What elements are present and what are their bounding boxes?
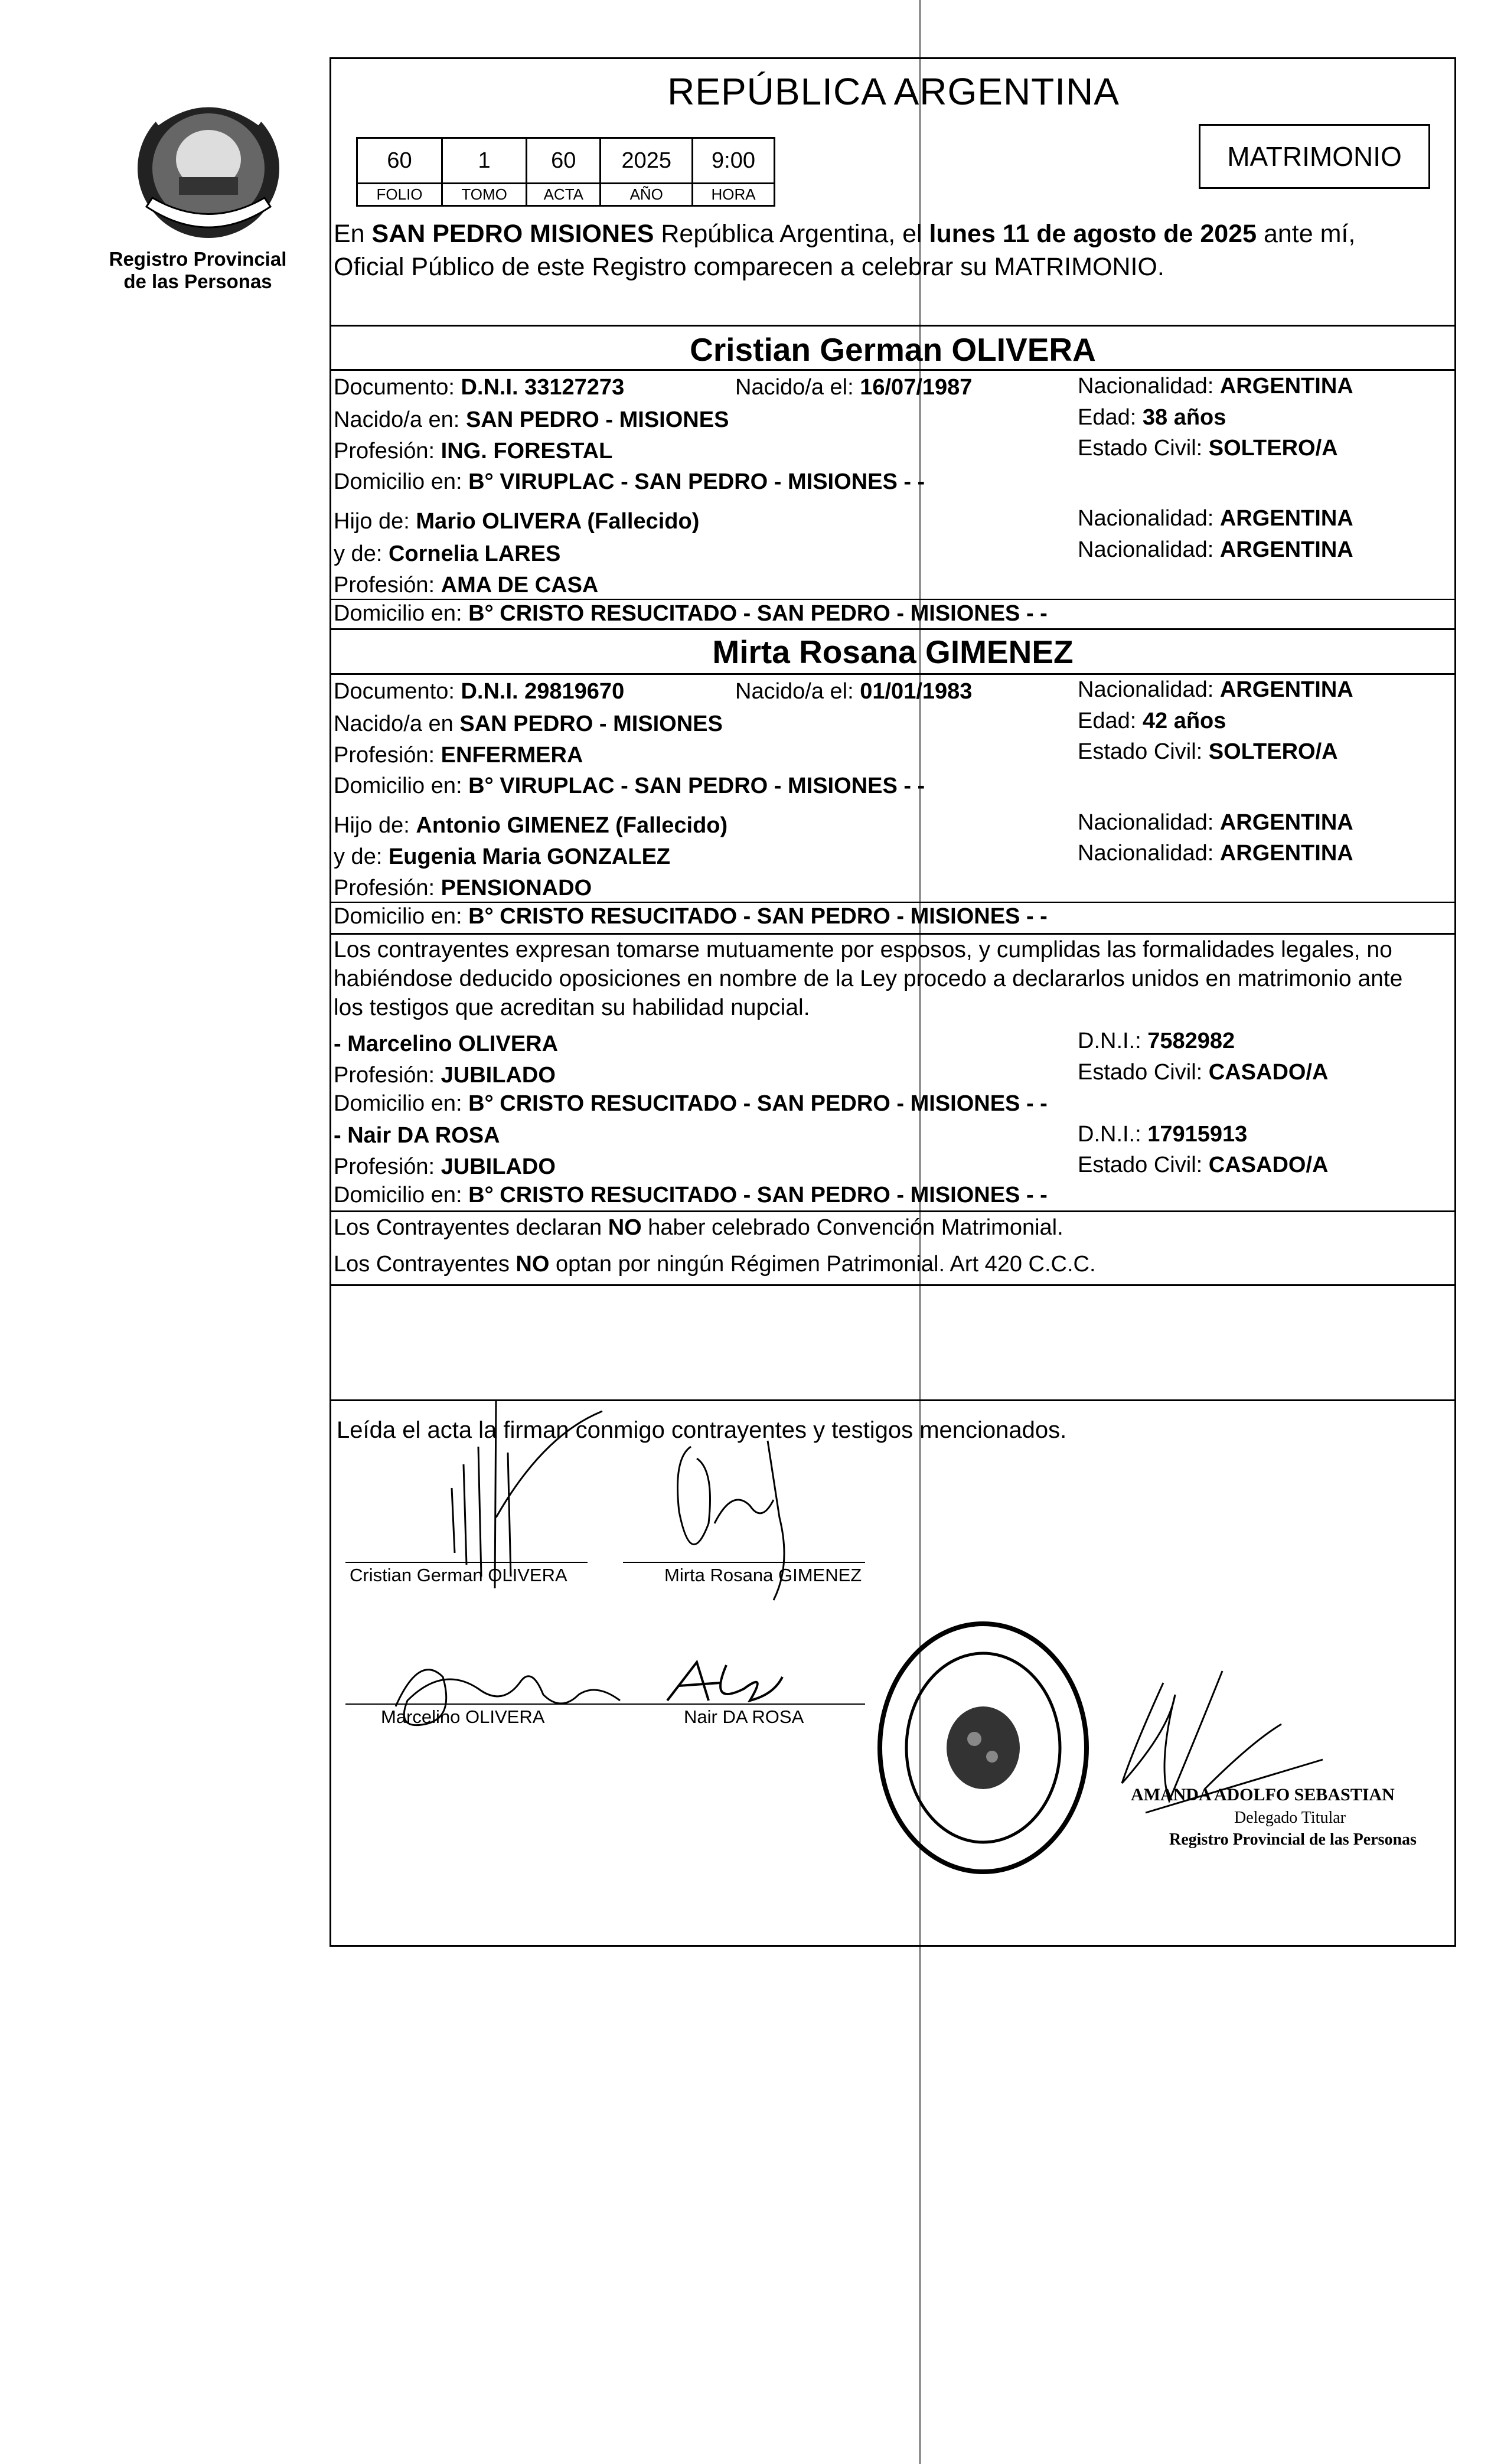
spouse1-mother-nationality: Nacionalidad: ARGENTINA [1078, 537, 1353, 562]
time-value: 9:00 [693, 138, 775, 184]
divider [329, 1210, 1456, 1212]
logo-caption-line2: de las Personas [123, 270, 272, 292]
declaration-line: habiéndose deducido oposiciones en nombre de la Ley procedo a declararlos unidos en matrimonio ante [334, 966, 1403, 991]
document-title: REPÚBLICA ARGENTINA [667, 70, 1120, 113]
declaration-paragraph [334, 935, 1453, 1022]
intro-place: SAN PEDRO MISIONES [371, 220, 654, 248]
official-seal-stamp [865, 1606, 1113, 1901]
divider [329, 628, 1456, 630]
acta-label: ACTA [527, 184, 601, 206]
act-type-box: MATRIMONIO [1199, 124, 1430, 189]
spouse1-birthplace: Nacido/a en: SAN PEDRO - MISIONES [334, 407, 729, 432]
folio-value: 60 [357, 138, 442, 184]
signature-line [345, 1703, 629, 1705]
spouse1-document: Documento: D.N.I. 33127273 [334, 375, 625, 400]
official-title: Delegado Titular [1234, 1809, 1346, 1827]
witness2-dni: D.N.I.: 17915913 [1078, 1122, 1248, 1147]
witness2-name: - Nair DA ROSA [334, 1123, 500, 1148]
acta-value: 60 [527, 138, 601, 184]
spouse1-father: Hijo de: Mario OLIVERA (Fallecido) [334, 509, 700, 534]
intro-text: En [334, 220, 372, 248]
spouse2-name: Mirta Rosana GIMENEZ [712, 634, 1074, 670]
official-name: AMANDA ADOLFO SEBASTIAN [1131, 1785, 1395, 1804]
intro-date: lunes 11 de agosto de 2025 [929, 220, 1257, 248]
spouse2-parents-profession: Profesión: PENSIONADO [334, 876, 592, 900]
spouse2-age: Edad: 42 años [1078, 709, 1226, 733]
witness1-civil-status: Estado Civil: CASADO/A [1078, 1060, 1329, 1085]
year-label: AÑO [601, 184, 693, 206]
signature-line [345, 1562, 588, 1563]
signature-line [629, 1703, 865, 1705]
witness1-dni: D.N.I.: 7582982 [1078, 1029, 1235, 1053]
spouse2-mother-nationality: Nacionalidad: ARGENTINA [1078, 841, 1353, 866]
tomo-label: TOMO [442, 184, 527, 206]
witness1-name: - Marcelino OLIVERA [334, 1032, 559, 1056]
year-value: 2025 [601, 138, 693, 184]
divider [329, 1284, 1456, 1286]
spouse2-nationality: Nacionalidad: ARGENTINA [1078, 677, 1353, 702]
witness2-civil-status: Estado Civil: CASADO/A [1078, 1153, 1329, 1177]
intro-text: ante mí, [1257, 220, 1356, 248]
spouse2-address: Domicilio en: B° VIRUPLAC - SAN PEDRO - MISIONES - - [334, 774, 925, 798]
signature-label-witness1: Marcelino OLIVERA [381, 1706, 545, 1727]
signature-marcelino [372, 1641, 655, 1748]
spouse2-mother: y de: Eugenia Maria GONZALEZ [334, 844, 671, 869]
intro-line2: Oficial Público de este Registro comparecen a celebrar su MATRIMONIO. [334, 253, 1164, 281]
spouse1-name: Cristian German OLIVERA [690, 331, 1096, 368]
spouse1-age: Edad: 38 años [1078, 405, 1226, 430]
record-header-table [356, 137, 775, 207]
signature-label-spouse1: Cristian German OLIVERA [350, 1565, 567, 1585]
divider [329, 673, 1456, 675]
spouse2-parents-address: Domicilio en: B° CRISTO RESUCITADO - SAN PEDRO - MISIONES - - [334, 904, 1048, 929]
signature-line [623, 1562, 865, 1563]
logo-caption-line1: Registro Provincial [109, 248, 287, 270]
intro-paragraph [334, 217, 1456, 283]
official-office: Registro Provincial de las Personas [1169, 1830, 1417, 1849]
spouse2-document: Documento: D.N.I. 29819670 [334, 679, 625, 704]
spouse1-address: Domicilio en: B° VIRUPLAC - SAN PEDRO - MISIONES - - [334, 469, 925, 494]
signature-label-witness2: Nair DA ROSA [684, 1706, 804, 1727]
spouse2-father: Hijo de: Antonio GIMENEZ (Fallecido) [334, 813, 728, 838]
folio-label: FOLIO [357, 184, 442, 206]
spouse1-parents-profession: Profesión: AMA DE CASA [334, 573, 599, 598]
spouse2-birthplace: Nacido/a en SAN PEDRO - MISIONES [334, 712, 723, 736]
signature-label-spouse2: Mirta Rosana GIMENEZ [664, 1565, 862, 1585]
spouse2-birthdate: Nacido/a el: 01/01/1983 [735, 679, 973, 704]
divider [329, 933, 1456, 935]
divider [329, 599, 1456, 600]
spouse1-civil-status: Estado Civil: SOLTERO/A [1078, 436, 1338, 461]
time-label: HORA [693, 184, 775, 206]
spouse1-father-nationality: Nacionalidad: ARGENTINA [1078, 506, 1353, 531]
spouse1-mother: y de: Cornelia LARES [334, 541, 561, 566]
declaration-line: los testigos que acreditan su habilidad nupcial. [334, 995, 810, 1020]
convention-line2: Los Contrayentes NO optan por ningún Régimen Patrimonial. Art 420 C.C.C. [334, 1252, 1096, 1277]
tomo-value: 1 [442, 138, 527, 184]
intro-text: República Argentina, el [654, 220, 929, 248]
closing-text: Leída el acta la firman conmigo contrayentes y testigos mencionados. [337, 1417, 1067, 1443]
witness2-profession: Profesión: JUBILADO [334, 1154, 556, 1179]
convention-line1: Los Contrayentes declaran NO haber celebrado Convención Matrimonial. [334, 1215, 1063, 1240]
divider [329, 369, 1456, 371]
logo-caption [89, 248, 307, 293]
spouse1-birthdate: Nacido/a el: 16/07/1987 [735, 375, 973, 400]
witness2-address: Domicilio en: B° CRISTO RESUCITADO - SAN PEDRO - MISIONES - - [334, 1183, 1048, 1207]
provincial-coat-of-arms-logo [123, 89, 294, 248]
witness1-address: Domicilio en: B° CRISTO RESUCITADO - SAN PEDRO - MISIONES - - [334, 1091, 1048, 1116]
divider [329, 325, 1456, 327]
spouse2-profession: Profesión: ENFERMERA [334, 743, 583, 768]
divider [329, 902, 1456, 903]
spouse2-father-nationality: Nacionalidad: ARGENTINA [1078, 810, 1353, 835]
spouse2-civil-status: Estado Civil: SOLTERO/A [1078, 739, 1338, 764]
spouse1-nationality: Nacionalidad: ARGENTINA [1078, 374, 1353, 399]
spouse1-parents-address: Domicilio en: B° CRISTO RESUCITADO - SAN PEDRO - MISIONES - - [334, 601, 1048, 626]
witness1-profession: Profesión: JUBILADO [334, 1063, 556, 1088]
spouse1-profession: Profesión: ING. FORESTAL [334, 439, 613, 464]
declaration-line: Los contrayentes expresan tomarse mutuamente por esposos, y cumplidas las formalidades legales, no [334, 937, 1392, 962]
